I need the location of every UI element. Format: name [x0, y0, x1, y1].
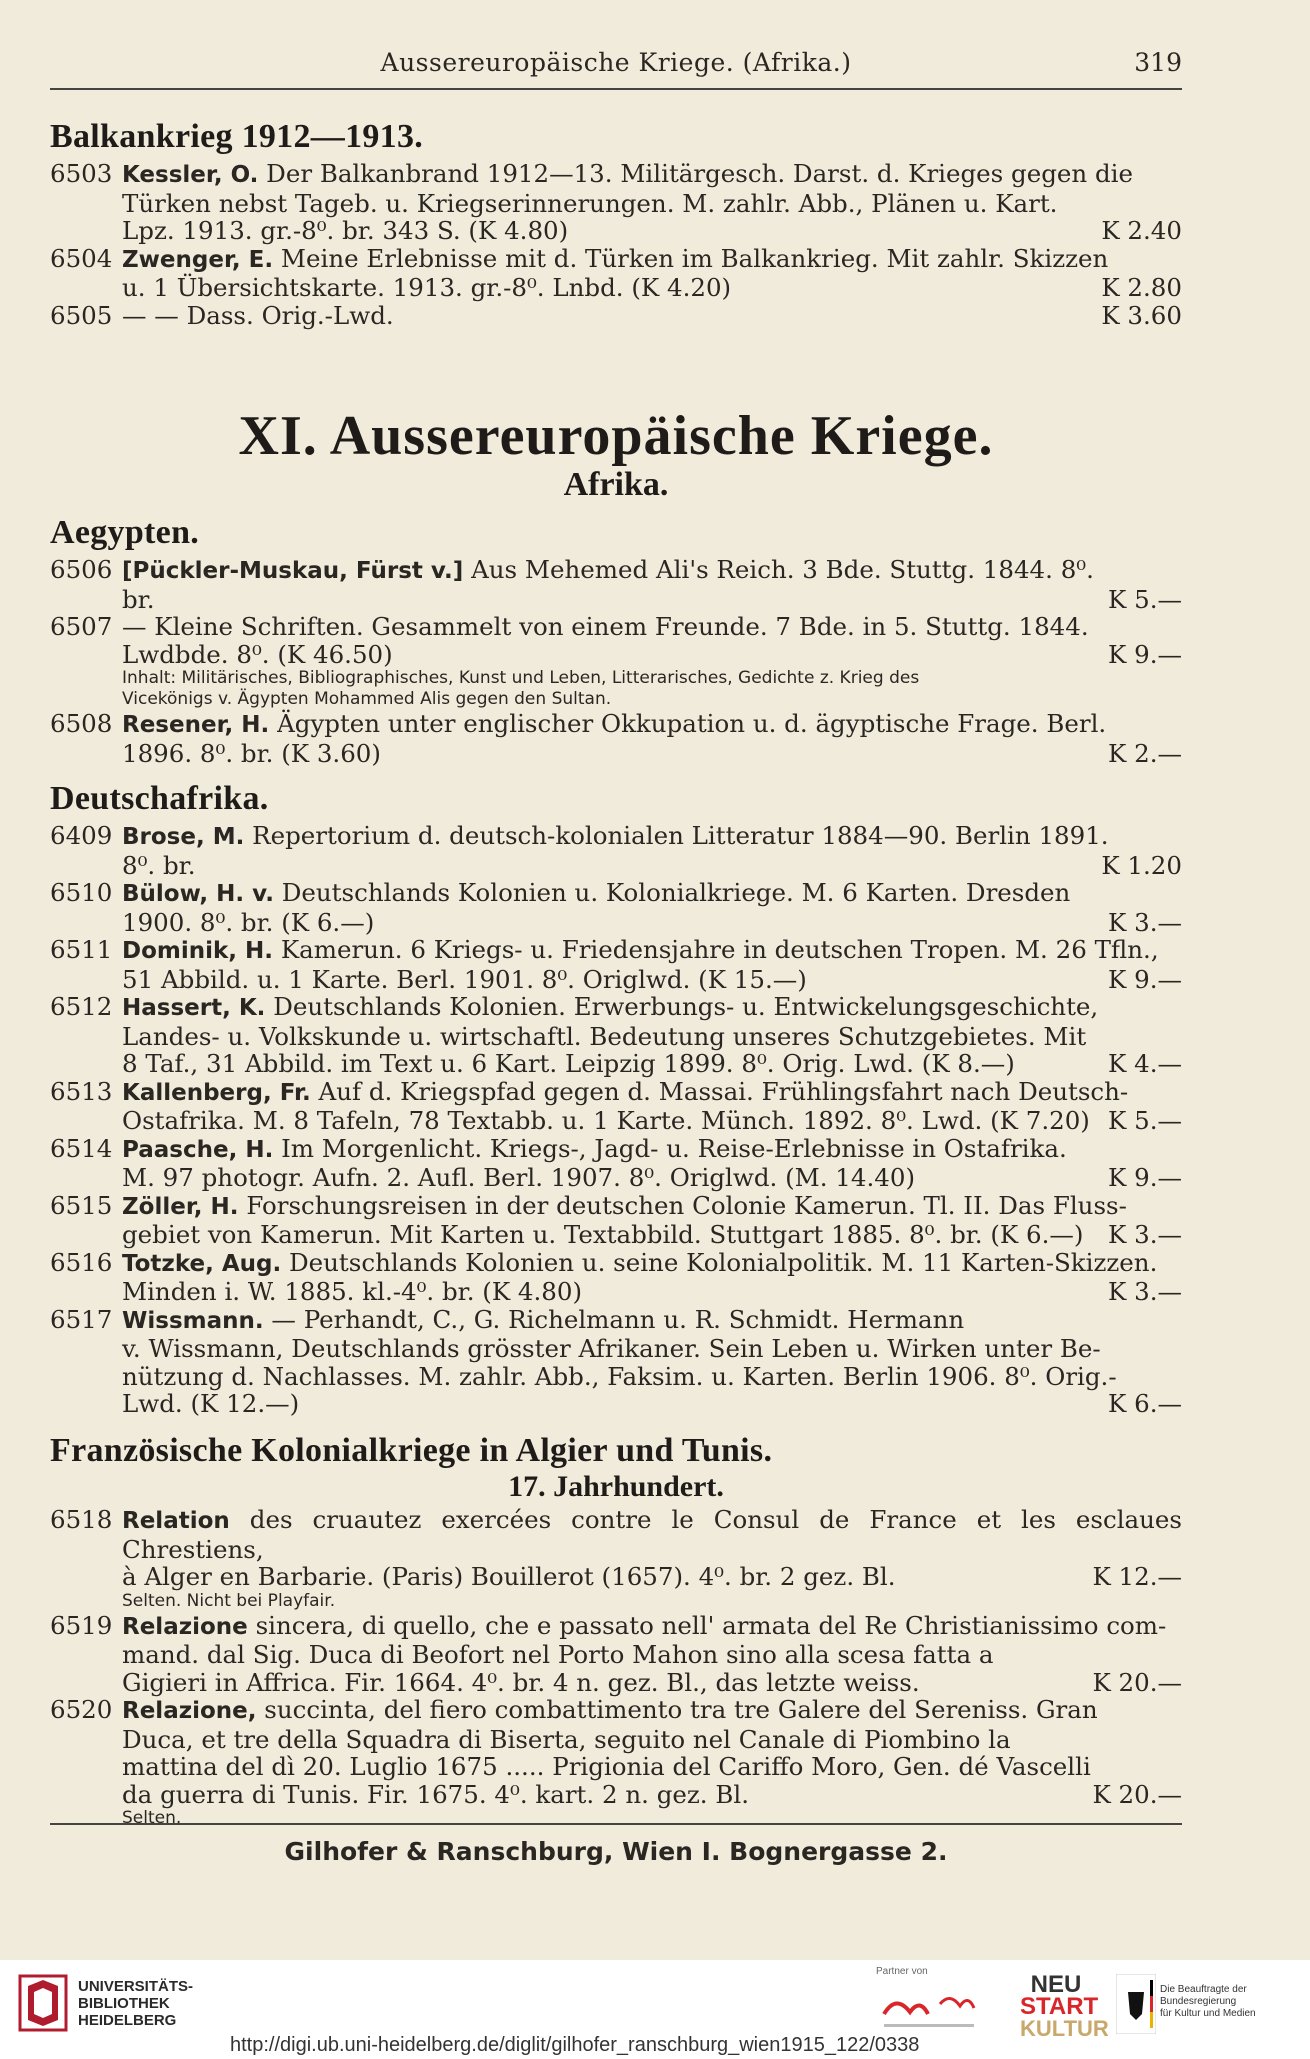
entry-author: Relation	[122, 1508, 230, 1534]
digital-library-footer	[0, 1960, 1310, 2059]
entry-price: K 2.80	[1101, 273, 1182, 302]
entry-text: Ostafrika. M. 8 Tafeln, 78 Textabb. u. 1 Karte. Münch. 1892. 8⁰. Lwd. (K 7.20)	[122, 1106, 1090, 1135]
entry-list	[50, 160, 1182, 329]
section-deutschafrika	[50, 780, 1182, 1418]
running-head	[50, 44, 1182, 90]
permalink-url[interactable]: http://digi.ub.uni-heidelberg.de/diglit/gilhofer_ranschburg_wien1915_122/0338	[230, 2034, 920, 2056]
entry-text: Forschungsreisen in der deutschen Colonie Kamerun. Tl. II. Das Fluss-	[246, 1190, 1127, 1220]
entry-author: Totzke, Aug.	[122, 1250, 282, 1277]
library-name-line: UNIVERSITÄTS-	[78, 1978, 194, 1995]
entry-price: K 4.—	[1108, 1049, 1182, 1078]
entry-text: des cruautez exercées contre le Consul de France et les esclaues Chrestiens,	[122, 1505, 1183, 1564]
entry-text: 51 Abbild. u. 1 Karte. Berl. 1901. 8⁰. Origlwd. (K 15.—)	[122, 964, 807, 994]
entry-text: 8 Taf., 31 Abbild. im Text u. 6 Kart. Leipzig 1899. 8⁰. Orig. Lwd. (K 8.—)	[122, 1049, 1015, 1078]
entry-number: 6513	[50, 1076, 113, 1106]
entry-author: Dominik, H.	[122, 938, 274, 964]
catalogue-entry	[50, 1192, 1182, 1249]
entry-price: K 20.—	[1092, 1779, 1182, 1809]
entry-text: Lwdbde. 8⁰. (K 46.50)	[122, 639, 393, 669]
entry-author: Relazione,	[122, 1698, 257, 1724]
catalogue-entry	[50, 1135, 1182, 1192]
catalogue-entry	[50, 1306, 1182, 1418]
catalogue-entry	[50, 302, 1182, 330]
entry-note: Selten.	[122, 1808, 182, 1828]
entry-text: M. 97 photogr. Aufn. 2. Aufl. Berl. 1907. 8⁰. Origlwd. (M. 14.40)	[122, 1163, 915, 1192]
entry-number: 6517	[50, 1304, 113, 1334]
entry-price: K 3.60	[1101, 300, 1182, 330]
entry-author: Relazione	[122, 1613, 248, 1640]
entry-author: Bülow, H. v.	[122, 881, 274, 907]
entry-text: Im Morgenlicht. Kriegs-, Jagd- u. Reise-Erlebnisse in Ostafrika.	[281, 1133, 1067, 1163]
entry-text: Ägypten unter englischer Okkupation u. d. ägyptische Frage. Berl.	[277, 709, 1107, 738]
entry-price: K 9.—	[1108, 1163, 1182, 1192]
neustart-kultur-logo[interactable]	[1020, 1971, 1109, 2041]
section-heading: Französische Kolonialkriege in Algier und Tunis.	[50, 1432, 773, 1469]
entry-price: K 2.—	[1108, 738, 1182, 768]
section-heading: Balkankrieg 1912—1913.	[50, 118, 424, 155]
catalogue-entry	[50, 556, 1182, 613]
entry-list	[50, 822, 1182, 1418]
section-heading: Aegypten.	[50, 514, 200, 551]
entry-text: Der Balkanbrand 1912—13. Militärgesch. Darst. d. Krieges gegen die	[266, 159, 1133, 188]
chapter-title: XI. Aussereuropäische Kriege.	[238, 405, 994, 467]
entry-text: Türken nebst Tageb. u. Kriegserinnerungen. M. zahlr. Abb., Plänen u. Kart.	[122, 188, 1058, 218]
university-library-logo[interactable]	[18, 1970, 248, 2040]
entry-author: —	[122, 612, 147, 641]
section-subheading: 17. Jahrhundert.	[508, 1470, 724, 1503]
entry-number: 6519	[50, 1610, 113, 1640]
entry-note	[50, 668, 1182, 710]
section-aegypten	[50, 514, 1182, 767]
entry-number: 6409	[50, 821, 113, 850]
entry-note: Selten. Nicht bei Playfair.	[122, 1590, 336, 1611]
entry-text: da guerra di Tunis. Fir. 1675. 4⁰. kart. 2 n. gez. Bl.	[122, 1779, 749, 1809]
entry-text: Repertorium d. deutsch-kolonialen Litteratur 1884—90. Berlin 1891.	[252, 821, 1109, 850]
catalogue-entry	[50, 1696, 1182, 1808]
entry-text: u. 1 Übersichtskarte. 1913. gr.-8⁰. Lnbd. (K 4.20)	[122, 273, 732, 302]
entry-price: K 12.—	[1092, 1562, 1182, 1591]
entry-number: 6507	[50, 612, 113, 641]
page-number: 319	[1134, 48, 1182, 77]
section-franzoesische-kolonialkriege	[50, 1432, 1182, 1829]
entry-text: Deutschlands Kolonien. Erwerbungs- u. Entwickelungsgeschichte,	[273, 992, 1099, 1021]
catalogue-entry	[50, 710, 1182, 767]
entry-author: Paasche, H.	[122, 1136, 274, 1163]
catalogue-entry	[50, 936, 1182, 993]
section-balkankrieg	[50, 118, 1182, 329]
entry-text: Lpz. 1913. gr.-8⁰. br. 343 S. (K 4.80)	[122, 216, 569, 245]
entry-text: Deutschlands Kolonien u. Kolonialkriege. M. 6 Karten. Dresden	[281, 878, 1071, 907]
entry-author: Zwenger, E.	[122, 246, 274, 273]
entry-author: [Pückler-Muskau, Fürst v.]	[122, 558, 464, 584]
entry-price: K 9.—	[1108, 639, 1182, 669]
entry-number: 6512	[50, 992, 113, 1021]
neustart-word: KULTUR	[1020, 2016, 1109, 2041]
entry-text: Duca, et tre della Squadra di Biserta, seguito nel Canale di Piombino la	[122, 1724, 1011, 1754]
entry-author: Zöller, H.	[122, 1193, 239, 1220]
entry-author: Kallenberg, Fr.	[122, 1079, 311, 1106]
library-name-line: HEIDELBERG	[78, 2012, 177, 2029]
catalogue-entry	[50, 1078, 1182, 1135]
entry-text: br.	[122, 584, 155, 614]
entry-number: 6516	[50, 1247, 113, 1277]
entry-number: 6503	[50, 159, 113, 188]
entry-author: Hassert, K.	[122, 995, 266, 1021]
bkm-text: für Kultur und Medien	[1160, 2008, 1256, 2019]
entry-price: K 3.—	[1108, 1220, 1182, 1249]
entry-text: Dass. Orig.-Lwd.	[186, 300, 394, 330]
entry-price: K 1.20	[1101, 850, 1182, 880]
entry-price: K 3.—	[1108, 1277, 1182, 1306]
catalogue-entry	[50, 1612, 1182, 1697]
note-line: Vicekönigs v. Ägypten Mohammed Alis gegen den Sultan.	[122, 689, 612, 709]
chapter-heading	[50, 404, 1182, 504]
neustart-word: NEU	[1030, 1971, 1082, 1998]
entry-text: v. Wissmann, Deutschlands grösster Afrikaner. Sein Leben u. Wirken unter Be-	[122, 1334, 1101, 1363]
entry-text: Auf d. Kriegspfad gegen d. Massai. Frühlingsfahrt nach Deutsch-	[318, 1076, 1129, 1106]
entry-text: Aus Mehemed Ali's Reich. 3 Bde. Stuttg. 1844. 8⁰.	[471, 555, 1094, 584]
entry-author: — —	[122, 300, 179, 330]
bkm-logo[interactable]	[1116, 1970, 1296, 2040]
federal-eagle-icon	[1116, 1974, 1156, 2034]
entry-text: gebiet von Kamerun. Mit Karten u. Textabbild. Stuttgart 1885. 8⁰. br. (K 6.—)	[122, 1220, 1084, 1249]
entry-author: Kessler, O.	[122, 162, 259, 188]
entry-author: Resener, H.	[122, 712, 270, 738]
entry-number: 6511	[50, 935, 113, 964]
entry-number: 6508	[50, 709, 113, 738]
entry-price: K 5.—	[1108, 1106, 1182, 1135]
catalogue-entry	[50, 245, 1182, 302]
entry-number: 6518	[50, 1505, 113, 1534]
entry-text: 1900. 8⁰. br. (K 6.—)	[122, 907, 375, 937]
entry-number: 6510	[50, 878, 113, 907]
catalogue-entry	[50, 822, 1182, 879]
library-emblem-icon	[18, 1974, 68, 2032]
entry-text: nützung d. Nachlasses. M. zahlr. Abb., Faksim. u. Karten. Berlin 1906. 8⁰. Orig.-	[122, 1361, 1117, 1391]
running-head-title: Aussereuropäische Kriege. (Afrika.)	[380, 48, 852, 77]
publisher-line: Gilhofer & Ranschburg, Wien I. Bognergasse 2.	[50, 1823, 1182, 1866]
catalogue-entry	[50, 613, 1182, 668]
entry-author: Wissmann.	[122, 1307, 264, 1334]
entry-number: 6520	[50, 1695, 113, 1724]
entry-price: K 2.40	[1101, 216, 1182, 245]
catalogue-entry	[50, 1249, 1182, 1306]
entry-text: Gigieri in Affrica. Fir. 1664. 4⁰. br. 4 n. gez. Bl., das letzte weiss.	[122, 1667, 920, 1697]
entry-number: 6514	[50, 1133, 113, 1163]
entry-price: K 9.—	[1108, 964, 1182, 994]
entry-text: 8⁰. br.	[122, 850, 196, 880]
entry-number: 6506	[50, 555, 113, 584]
entry-text: à Alger en Barbarie. (Paris) Bouillerot (1657). 4⁰. br. 2 gez. Bl.	[122, 1562, 896, 1591]
entry-number: 6515	[50, 1190, 113, 1220]
entry-text: Landes- u. Volkskunde u. wirtschaftl. Bedeutung unseres Schutzgebietes. Mit	[122, 1021, 1087, 1051]
deutsche-digitale-bibliothek-logo[interactable]	[876, 1984, 996, 2034]
entry-number: 6505	[50, 300, 113, 330]
entry-text: 1896. 8⁰. br. (K 3.60)	[122, 738, 381, 768]
entry-text: Meine Erlebnisse mit d. Türken im Balkankrieg. Mit zahlr. Skizzen	[280, 243, 1109, 273]
section-heading: Deutschafrika.	[50, 780, 269, 817]
entry-text: — Perhandt, C., G. Richelmann u. R. Schmidt. Hermann	[271, 1304, 965, 1334]
catalogue-entry	[50, 993, 1182, 1078]
partner-label: Partner von	[876, 1966, 928, 1977]
entry-text: Minden i. W. 1885. kl.-4⁰. br. (K 4.80)	[122, 1277, 583, 1306]
catalogue-entry	[50, 879, 1182, 936]
entry-price: K 5.—	[1108, 584, 1182, 614]
entry-text: Deutschlands Kolonien u. seine Kolonialpolitik. M. 11 Karten-Skizzen.	[289, 1247, 1158, 1277]
entry-text: succinta, del fiero combattimento tra tre Galere del Sereniss. Gran	[264, 1695, 1098, 1724]
entry-text: Lwd. (K 12.—)	[122, 1389, 300, 1418]
entry-author: Brose, M.	[122, 824, 245, 850]
entry-text: mand. dal Sig. Duca di Beofort nel Porto Mahon sino alla scesa fatta a	[122, 1640, 994, 1669]
entry-text: Kamerun. 6 Kriegs- u. Friedensjahre in deutschen Tropen. M. 26 Tfln.,	[280, 935, 1159, 964]
entry-price: K 20.—	[1092, 1667, 1182, 1697]
catalogue-entry	[50, 160, 1182, 245]
catalogue-entry	[50, 1506, 1182, 1591]
neustart-word: START	[1020, 1993, 1099, 2020]
entry-text: mattina del dì 20. Luglio 1675 ..... Prigionia del Cariffo Moro, Gen. dé Vascelli	[122, 1752, 1091, 1781]
entry-text: Kleine Schriften. Gesammelt von einem Freunde. 7 Bde. in 5. Stuttg. 1844.	[154, 612, 1089, 641]
entry-price: K 6.—	[1108, 1389, 1182, 1418]
entry-price: K 3.—	[1108, 907, 1182, 937]
bkm-text: Die Beauftragte der Bundesregierung	[1160, 1984, 1247, 2007]
entry-number: 6504	[50, 243, 113, 273]
library-name-line: BIBLIOTHEK	[78, 1995, 170, 2012]
entry-text: sincera, di quello, che e passato nell' armata del Re Christianissimo com-	[255, 1610, 1167, 1640]
note-line: Inhalt: Militärisches, Bibliographisches, Kunst und Leben, Litterarisches, Gedichte z. Krieg des	[122, 668, 920, 688]
chapter-subtitle: Afrika.	[563, 466, 669, 503]
